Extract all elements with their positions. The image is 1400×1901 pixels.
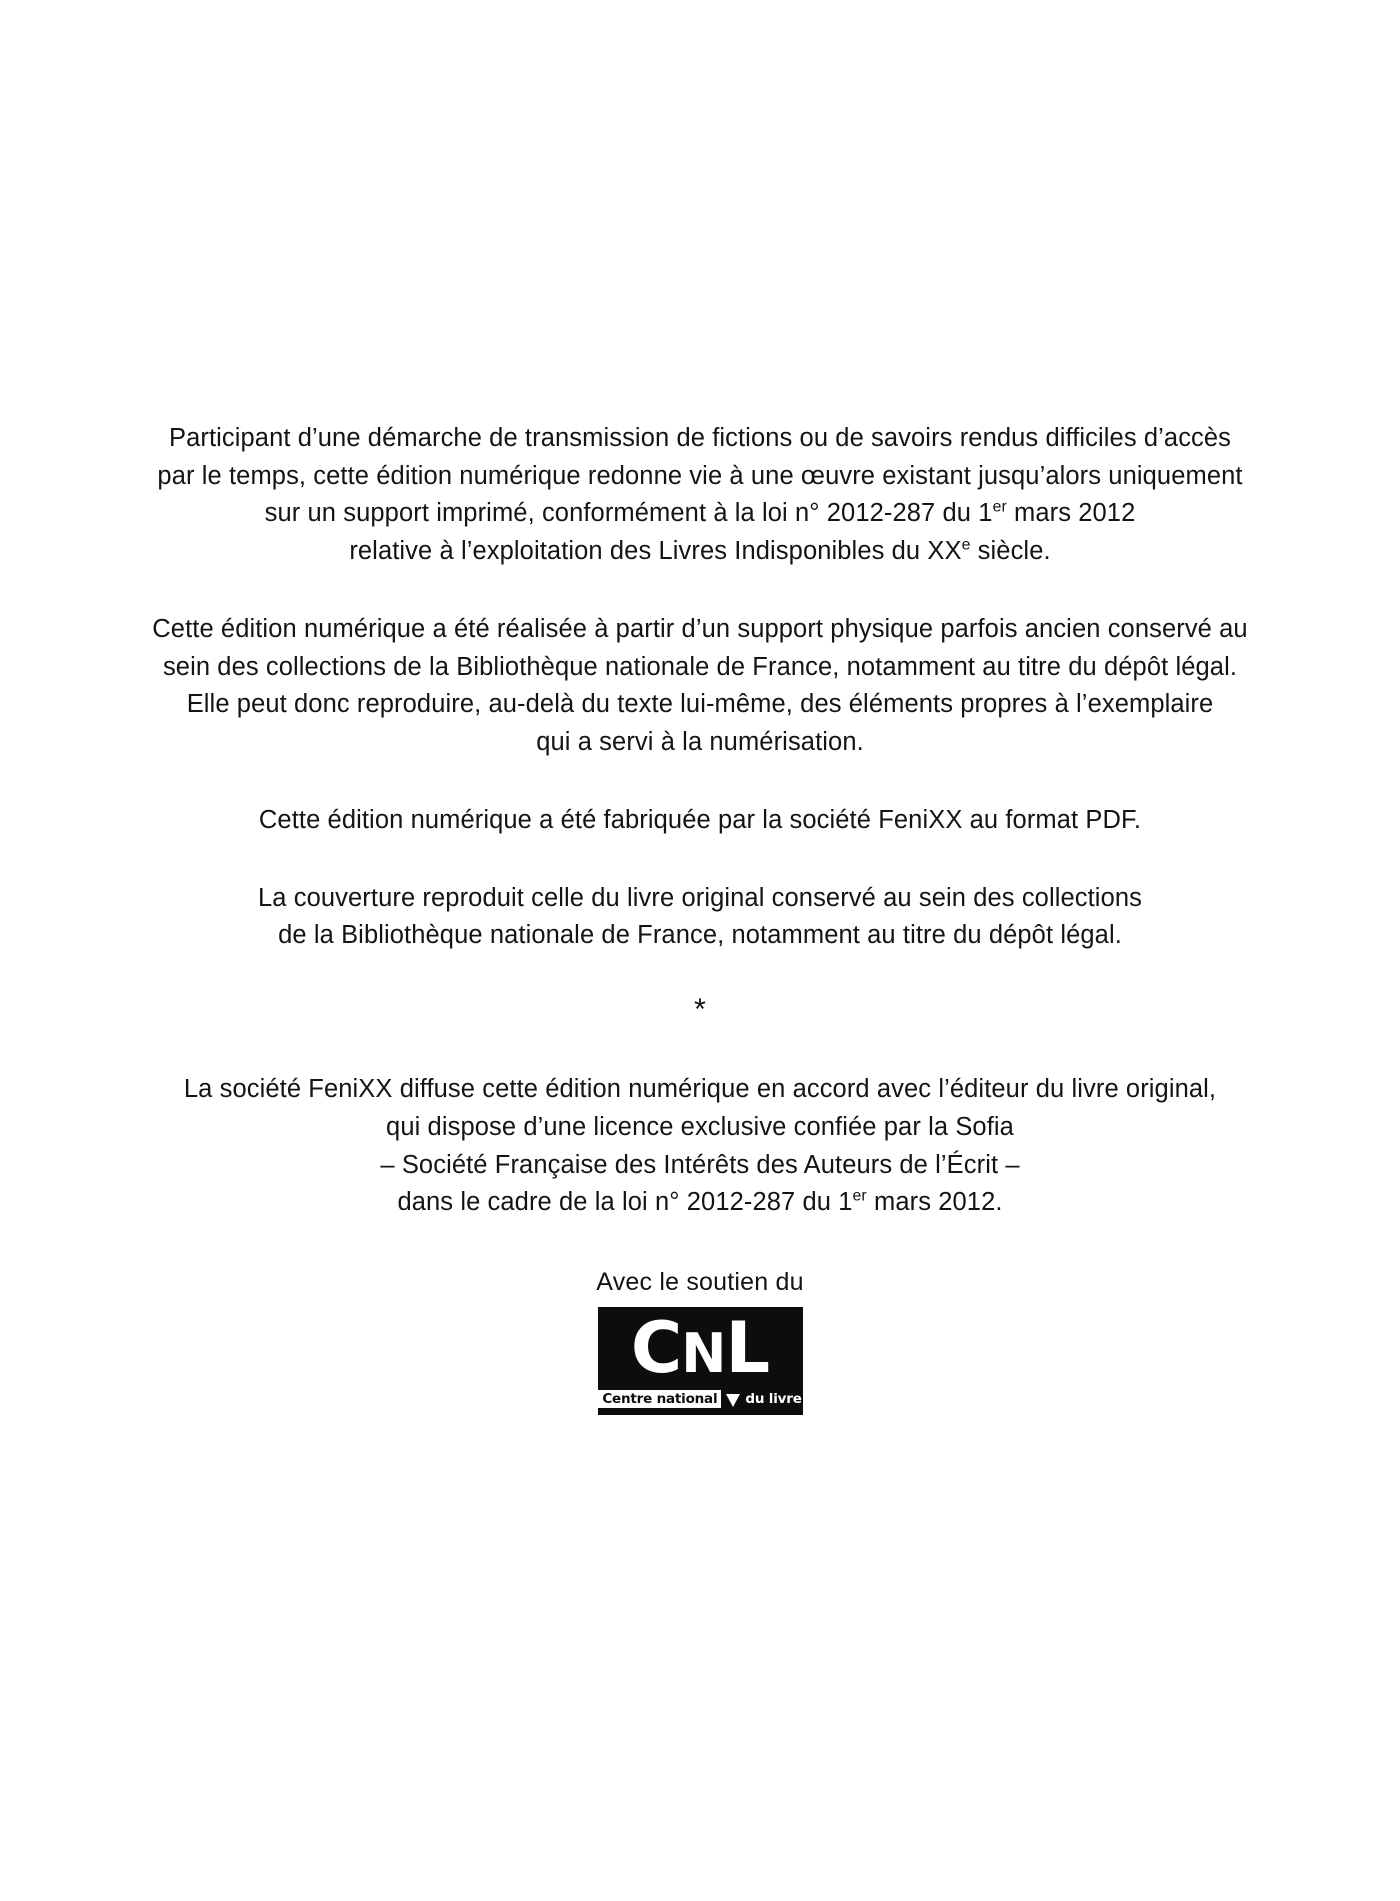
paragraph-line: par le temps, cette édition numérique redonne vie à une œuvre existant jusqu’alors uniquement bbox=[157, 461, 1243, 490]
paragraph-line: Cette édition numérique a été fabriquée par la société FeniXX au format PDF. bbox=[258, 805, 1142, 834]
paragraph-line: sur un support imprimé, conformément à la loi n° 2012-287 du 1er mars 2012 bbox=[264, 498, 1136, 528]
support-section bbox=[130, 1268, 1270, 1415]
paragraph-line: qui dispose d’une licence exclusive confiée par la Sofia bbox=[386, 1112, 1014, 1141]
ordinal-suffix: e bbox=[961, 536, 971, 554]
paragraph-line: Participant d’une démarche de transmission de fictions ou de savoirs rendus difficiles d’accès bbox=[168, 424, 1232, 452]
cnl-letter-c: C bbox=[630, 1307, 682, 1390]
paragraph-line: sein des collections de la Bibliothèque nationale de France, notamment au titre du dépôt légal. bbox=[162, 652, 1238, 681]
cnl-letter-l: L bbox=[725, 1307, 770, 1390]
paragraph-line: La couverture reproduit celle du livre original conservé au sein des collections bbox=[258, 883, 1142, 912]
paragraph-transmission bbox=[130, 420, 1270, 571]
cnl-logo-caption bbox=[598, 1390, 803, 1408]
cnl-logo-acronym bbox=[598, 1307, 803, 1390]
ordinal-suffix: er bbox=[852, 1187, 867, 1205]
paragraph-fabrication bbox=[130, 802, 1270, 840]
cnl-logo bbox=[598, 1307, 803, 1415]
paragraph-diffusion bbox=[130, 1071, 1270, 1222]
paragraph-line: qui a servi à la numérisation. bbox=[536, 728, 864, 757]
paragraph-line: Elle peut donc reproduire, au-delà du texte lui-même, des éléments propres à l’exemplaire bbox=[186, 690, 1214, 719]
legal-notice-content bbox=[130, 420, 1270, 1415]
paragraph-line: de la Bibliothèque nationale de France, notamment au titre du dépôt légal. bbox=[278, 921, 1122, 950]
paragraph-line: – Société Française des Intérêts des Auteurs de l’Écrit – bbox=[380, 1150, 1020, 1179]
support-label: Avec le soutien du bbox=[596, 1268, 804, 1297]
section-separator: * bbox=[694, 993, 706, 1027]
paragraph-line: La société FeniXX diffuse cette édition numérique en accord avec l’éditeur du livre original, bbox=[183, 1075, 1217, 1104]
cnl-letter-n: N bbox=[681, 1322, 726, 1386]
paragraph-support-physique bbox=[130, 611, 1270, 762]
cnl-caption-left: Centre national bbox=[598, 1390, 721, 1408]
cnl-tick-icon bbox=[726, 1394, 740, 1407]
cnl-caption-right: du livre bbox=[745, 1391, 802, 1408]
paragraph-line: relative à l’exploitation des Livres Indisponibles du XXe siècle. bbox=[349, 536, 1051, 566]
paragraph-line: dans le cadre de la loi n° 2012-287 du 1er mars 2012. bbox=[397, 1187, 1003, 1217]
ordinal-suffix: er bbox=[992, 498, 1007, 516]
paragraph-line: Cette édition numérique a été réalisée à partir d’un support physique parfois ancien conservé au bbox=[152, 614, 1248, 643]
paragraph-couverture bbox=[130, 880, 1270, 955]
